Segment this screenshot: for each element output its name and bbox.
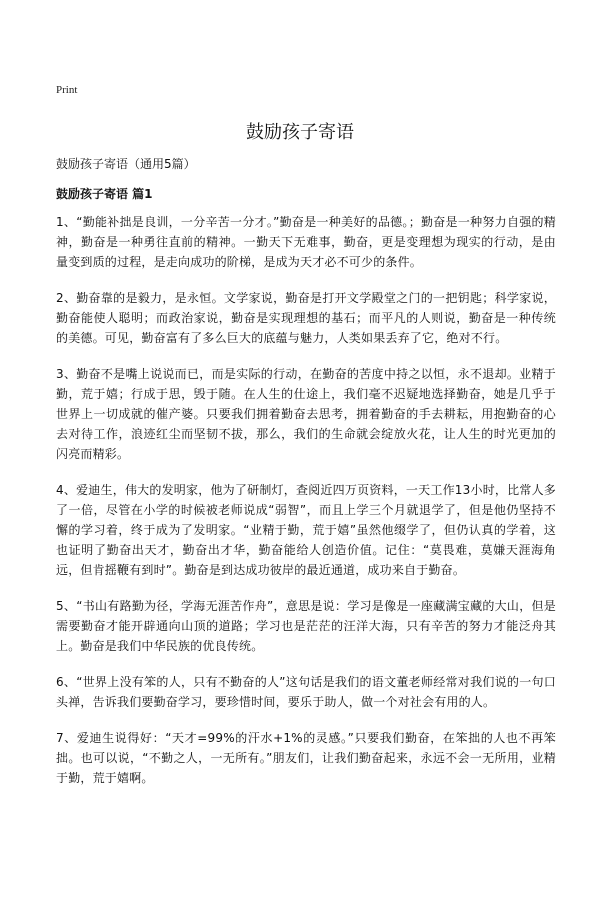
print-link[interactable]: Print	[56, 84, 78, 96]
paragraph-7: 7、爱迪生说得好：“天才=99%的汗水+1%的灵感。”只要我们勤奋，在笨拙的人也不再笨拙。也可以说，“不勤之人，一无所有。”朋友们，让我们勤奋起来，永远不会一无所用，业精于勤，荒于嬉啊。	[56, 731, 556, 785]
paragraph-1: 1、“勤能补拙是良训，一分辛苦一分才。”勤奋是一种美好的品德。；勤奋是一种努力自强的精神，勤奋是一种勇往直前的精神。一勤天下无难事，勤奋，更是变理想为现实的行动，是由量变到质的过程，是走向成功的阶梯，是成为天才必不可少的条件。	[56, 215, 556, 269]
article-body	[56, 212, 556, 804]
document-subtitle: 鼓励孩子寄语（通用5篇）	[56, 157, 196, 171]
paragraph-3: 3、勤奋不是嘴上说说而已，而是实际的行动，在勤奋的苦度中持之以恒，永不退却。业精于勤，荒于嬉；行成于思，毁于随。在人生的仕途上，我们毫不迟疑地选择勤奋，她是几乎于世界上一切成就的催产婆。只要我们拥着勤奋去思考，拥着勤奋的手去耕耘，用抱勤奋的心去对待工作，浪迹红尘而坚韧不拔，那么，我们的生命就会绽放火花，让人生的时光更加的闪亮而精彩。	[56, 367, 556, 461]
paragraph-5: 5、“书山有路勤为径，学海无涯苦作舟”，意思是说：学习是像是一座藏满宝藏的大山，但是需要勤奋才能开辟通向山顶的道路；学习也是茫茫的汪洋大海，只有辛苦的努力才能泛舟其上。勤奋是我们中华民族的优良传统。	[56, 599, 556, 653]
page-title: 鼓励孩子寄语	[246, 122, 354, 143]
paragraph-6: 6、“世界上没有笨的人，只有不勤奋的人”这句话是我们的语文董老师经常对我们说的一句口头禅，告诉我们要勤奋学习，要珍惜时间，要乐于助人，做一个对社会有用的人。	[56, 675, 556, 709]
paragraph-2: 2、勤奋靠的是毅力，是永恒。文学家说，勤奋是打开文学殿堂之门的一把钥匙；科学家说，勤奋能使人聪明；而政治家说，勤奋是实现理想的基石；而平凡的人则说，勤奋是一种传统的美德。可见，勤奋富有了多么巨大的底蕴与魅力，人类如果丢弃了它，绝对不行。	[56, 291, 556, 345]
section-heading: 鼓励孩子寄语 篇1	[56, 187, 153, 201]
paragraph-4: 4、爱迪生，伟大的发明家，他为了研制灯，查阅近四万页资料，一天工作13小时，比常人多了一倍，尽管在小学的时候被老师说成“弱智”，而且上学三个月就退学了，但是他仍坚持不懈的学习着，终于成为了发明家。“业精于勤，荒于嬉”虽然他缀学了，但仍认真的学着，这也证明了勤奋出天才，勤奋出才华，勤奋能给人创造价值。记住：“莫畏难，莫嫌天涯海角远，但肯摇鞭有到时”。勤奋是到达成功彼岸的最近通道，成功来自于勤奋。	[56, 483, 556, 577]
